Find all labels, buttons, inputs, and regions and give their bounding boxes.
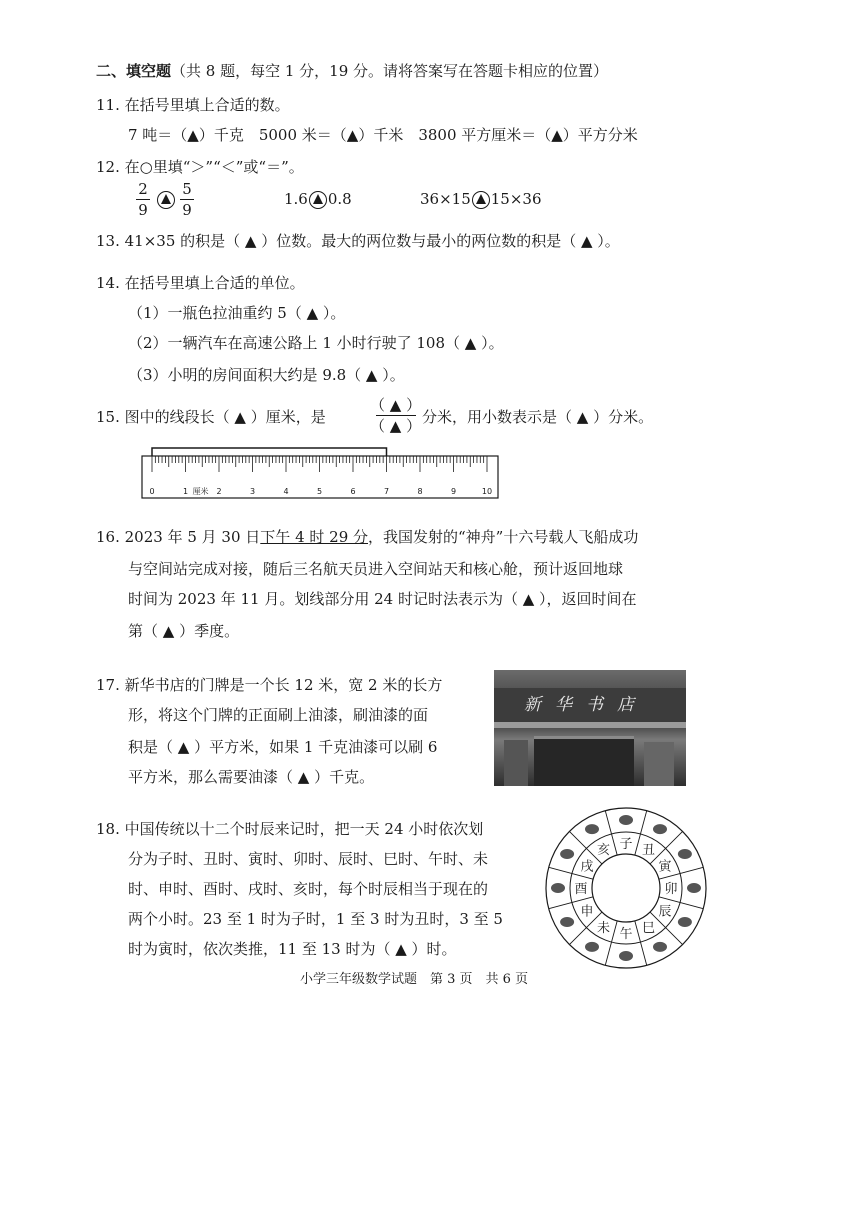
question-15-part2: 分米，用小数表示是（ ▲ ）分米。	[422, 408, 654, 426]
branch-label: 申	[580, 904, 594, 920]
question-text: 在○里填“＞”“＜”或“＝”。	[124, 158, 304, 176]
ruler-label: 8	[417, 487, 423, 496]
zodiac-animal-icon	[678, 849, 692, 859]
branch-label: 子	[619, 837, 633, 852]
ruler-label: 2	[216, 487, 222, 496]
underlined-time: 下午 4 时 29 分	[260, 528, 368, 546]
denominator: 9	[138, 201, 148, 219]
question-11-conversions: 7 吨＝（▲）千克 5000 米＝（▲）千米 3800 平方厘米＝（▲）平方分米	[128, 126, 638, 144]
question-16-line-2: 与空间站完成对接，随后三名航天员进入空间站天和核心舱，预计返回地球	[128, 560, 624, 578]
question-text: ，我国发射的“神舟”十六号载人飞船成功	[368, 528, 639, 546]
question-number: 15.	[96, 408, 120, 426]
fraction-two-ninths	[136, 180, 150, 219]
question-18-line-4: 两个小时。23 至 1 时为子时，1 至 3 时为丑时，3 至 5	[128, 910, 503, 928]
ruler-label: 7	[383, 487, 390, 496]
branch-label: 辰	[658, 904, 672, 920]
question-18-line-2: 分为子时、丑时、寅时、卯时、辰时、巳时、午时、未	[128, 850, 489, 868]
ruler-label: 1	[182, 487, 189, 496]
left-operand: 36×15	[420, 190, 471, 208]
branch-label: 酉	[574, 882, 588, 897]
inner-ring	[592, 854, 660, 922]
question-11-stem	[96, 94, 290, 116]
question-number: 17.	[96, 676, 120, 694]
question-number: 18.	[96, 820, 120, 838]
ruler-label: 3	[249, 487, 256, 496]
question-14-item-1: （1）一瓶色拉油重约 5（ ▲ ）。	[128, 304, 346, 322]
fraction-blank	[370, 396, 421, 435]
date-text: 2023 年 5 月 30 日	[124, 528, 261, 546]
section-header	[96, 60, 608, 82]
ruler-label: 9	[450, 487, 457, 496]
store-sign-text: 新华书店	[524, 695, 648, 715]
question-17-line-1	[96, 674, 442, 696]
question-12-stem	[96, 156, 304, 178]
branch-label: 午	[619, 927, 633, 942]
zodiac-animal-icon	[678, 917, 692, 927]
question-text: 图中的线段长（ ▲ ）厘米，是	[124, 408, 326, 426]
question-text: 中国传统以十二个时辰来记时，把一天 24 小时依次划	[124, 820, 484, 838]
question-number: 14.	[96, 274, 120, 292]
question-17-line-3: 积是（ ▲ ）平方米，如果 1 千克油漆可以刷 6	[128, 738, 438, 756]
numerator: 2	[138, 180, 148, 198]
ruler-label: 4	[283, 487, 289, 496]
zodiac-animal-icon	[551, 883, 565, 893]
branch-label: 亥	[596, 843, 611, 859]
compare-decimal	[284, 188, 352, 210]
circle-triangle-icon	[472, 191, 490, 209]
zodiac-wheel-figure	[544, 806, 708, 970]
storefront-door	[534, 736, 634, 786]
question-number: 11.	[96, 96, 120, 114]
question-14-item-3: （3）小明的房间面积大约是 9.8（ ▲ ）。	[128, 366, 405, 384]
zodiac-animal-icon	[560, 849, 574, 859]
zodiac-animal-icon	[653, 824, 667, 834]
question-text: 在括号里填上合适的数。	[124, 96, 290, 114]
question-14-stem	[96, 272, 305, 294]
branch-label: 戌	[580, 859, 594, 875]
line-segment	[152, 448, 387, 456]
branch-label: 丑	[641, 843, 656, 859]
question-15-part1	[96, 406, 326, 428]
question-13	[96, 230, 620, 252]
zodiac-animal-icon	[560, 917, 574, 927]
question-18-line-1	[96, 818, 483, 840]
page-footer: 小学三年级数学试题 第 3 页 共 6 页	[300, 972, 529, 987]
ruler-figure	[140, 444, 502, 502]
question-14-item-2: （2）一辆汽车在高速公路上 1 小时行驶了 108（ ▲ ）。	[128, 334, 504, 352]
zodiac-animal-icon	[619, 951, 633, 961]
branch-label: 卯	[664, 882, 678, 897]
question-number: 13.	[96, 232, 120, 250]
denominator: （ ▲ ）	[370, 417, 422, 435]
zodiac-animal-icon	[687, 883, 701, 893]
fraction-five-ninths	[180, 180, 194, 219]
question-18-line-5: 时为寅时，依次类推，11 至 13 时为（ ▲ ）时。	[128, 940, 457, 958]
ruler-label: 0	[149, 487, 155, 496]
question-16-line-4: 第（ ▲ ）季度。	[128, 622, 240, 640]
branch-label: 寅	[658, 859, 672, 875]
numerator: 5	[182, 180, 192, 198]
ruler-label: 10	[481, 487, 493, 496]
facade-stripe	[494, 722, 686, 728]
numerator: （ ▲ ）	[370, 396, 422, 414]
question-text: 41×35 的积是（ ▲ ）位数。最大的两位数与最小的两位数的积是（ ▲ ）。	[124, 232, 620, 250]
question-number: 12.	[96, 158, 120, 176]
bookstore-photo	[494, 670, 686, 786]
circle-triangle-icon	[309, 191, 327, 209]
denominator: 9	[182, 201, 192, 219]
question-16-line-1	[96, 526, 638, 548]
question-17-line-4: 平方米，那么需要油漆（ ▲ ）千克。	[128, 768, 375, 786]
zodiac-animal-icon	[619, 815, 633, 825]
ruler-label: 6	[350, 487, 356, 496]
ruler-label: 5	[316, 487, 323, 496]
storefront-window	[644, 742, 674, 786]
left-operand: 1.6	[284, 190, 308, 208]
zodiac-animal-icon	[585, 942, 599, 952]
section-title: 二、填空题	[96, 62, 172, 80]
right-operand: 15×36	[490, 190, 542, 208]
question-text: 新华书店的门牌是一个长 12 米，宽 2 米的长方	[124, 676, 443, 694]
compare-product	[420, 188, 542, 210]
storefront-window	[504, 740, 528, 786]
question-17-line-2: 形，将这个门牌的正面刷上油漆，刷油漆的面	[128, 706, 429, 724]
question-16-line-3: 时间为 2023 年 11 月。划线部分用 24 时记时法表示为（ ▲ ），返回时间在	[128, 590, 637, 608]
question-text: 在括号里填上合适的单位。	[124, 274, 305, 292]
circle-triangle-icon	[157, 191, 175, 209]
question-18-line-3: 时、申时、酉时、戌时、亥时，每个时辰相当于现在的	[128, 880, 489, 898]
question-number: 16.	[96, 528, 120, 546]
section-note: （共 8 题，每空 1 分，19 分。请将答案写在答题卡相应的位置）	[171, 62, 609, 80]
branch-label: 巳	[641, 920, 656, 936]
zodiac-animal-icon	[653, 942, 667, 952]
ruler-label: 厘米	[192, 487, 209, 496]
zodiac-animal-icon	[585, 824, 599, 834]
branch-label: 未	[596, 920, 611, 936]
compare-circle-1	[156, 188, 176, 210]
right-operand: 0.8	[327, 190, 352, 208]
